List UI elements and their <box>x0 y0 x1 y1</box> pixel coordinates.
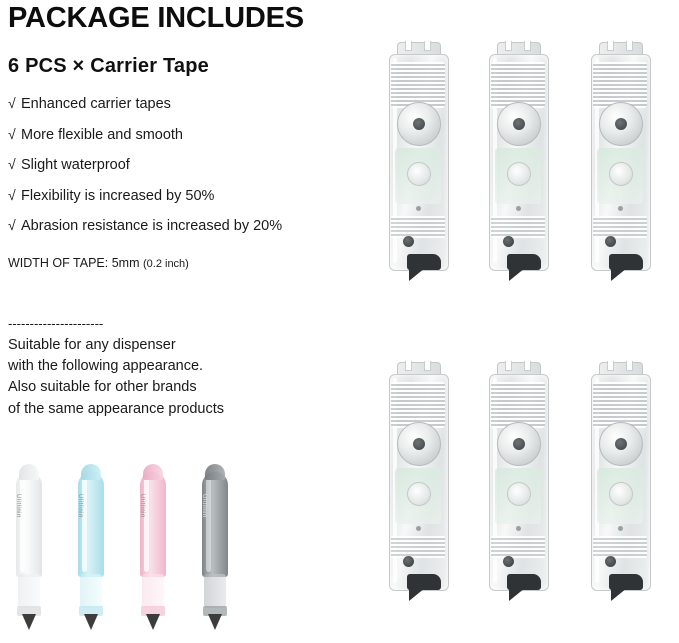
list-item <box>8 218 378 234</box>
cartridge-spool <box>507 162 531 186</box>
cartridge-tip-point <box>611 588 627 601</box>
cartridge-lower-ribs <box>391 216 445 238</box>
cartridge-lower-ribs <box>391 536 445 558</box>
check-icon: √ <box>8 95 16 111</box>
pen-brand-label: Ulitlinin <box>15 494 21 518</box>
pink-dispenser <box>132 462 176 632</box>
list-item <box>8 96 378 112</box>
pen-highlight <box>144 476 149 572</box>
pen-tip <box>146 614 160 630</box>
cartridge-notch <box>607 361 614 371</box>
feature-list <box>8 96 378 234</box>
cartridge-lower-ribs <box>491 216 545 238</box>
cartridge-wheel <box>397 422 441 466</box>
package-subtitle: 6 PCS × Carrier Tape <box>8 55 209 77</box>
carrier-tape-cartridge <box>585 40 655 300</box>
pen-brand-label: Ulitlinin <box>139 494 145 518</box>
carrier-tape-cartridge <box>483 40 553 300</box>
pen-cap <box>205 464 225 480</box>
pen-highlight <box>82 476 87 572</box>
cartridge-notch <box>405 41 412 51</box>
pen-cap <box>143 464 163 480</box>
pen-brand-label: Ulitlinin <box>77 494 83 518</box>
cartridge-notch <box>524 361 531 371</box>
carrier-tape-cartridge <box>383 360 453 620</box>
cartridge-pivot <box>403 236 414 247</box>
cartridge-notch <box>505 41 512 51</box>
pen-highlight <box>20 476 25 572</box>
feature-text: Slight waterproof <box>21 157 130 173</box>
cartridge-pivot <box>503 556 514 567</box>
cartridge-pin <box>618 526 623 531</box>
gray-dispenser <box>194 462 238 632</box>
white-dispenser <box>8 462 52 632</box>
cartridge-tip-point <box>409 268 425 281</box>
cartridge-notch <box>524 41 531 51</box>
dispenser-pen-row <box>8 462 278 637</box>
compatibility-line: Also suitable for other brands <box>8 379 197 396</box>
cartridge-notch <box>505 361 512 371</box>
cartridge-spool <box>407 482 431 506</box>
pen-neck <box>204 574 226 608</box>
check-icon: √ <box>8 217 16 233</box>
carrier-tape-cartridge <box>585 360 655 620</box>
page-title: PACKAGE INCLUDES <box>8 2 304 34</box>
pen-neck <box>18 574 40 608</box>
carrier-tape-cartridge-grid <box>375 40 675 640</box>
pen-highlight <box>206 476 211 572</box>
feature-text: Flexibility is increased by 50% <box>21 187 215 204</box>
feature-text: Abrasion resistance is increased by 20% <box>21 218 283 234</box>
cartridge-tip-point <box>409 588 425 601</box>
feature-text: More flexible and smooth <box>21 126 183 143</box>
cartridge-spool <box>609 162 633 186</box>
pen-neck <box>80 574 102 608</box>
compatibility-note <box>8 335 378 421</box>
cartridge-pivot <box>605 236 616 247</box>
cartridge-pivot <box>503 236 514 247</box>
check-icon: √ <box>8 156 16 172</box>
cartridge-tip-point <box>509 588 525 601</box>
cartridge-pin <box>618 206 623 211</box>
cartridge-lower-ribs <box>491 536 545 558</box>
cartridge-pin <box>516 206 521 211</box>
cartridge-spool <box>609 482 633 506</box>
cartridge-wheel <box>599 102 643 146</box>
tape-width-value: 5mm <box>111 255 140 270</box>
cartridge-pin <box>516 526 521 531</box>
compatibility-line: of the same appearance products <box>8 400 225 417</box>
left-text-column <box>8 0 378 420</box>
cartridge-tip-point <box>509 268 525 281</box>
cartridge-wheel <box>497 422 541 466</box>
pen-cap <box>81 464 101 480</box>
tape-width-note <box>8 256 378 270</box>
list-item <box>8 127 378 143</box>
tape-width-label: WIDTH OF TAPE: <box>8 255 109 270</box>
tape-width-inches: (0.2 inch) <box>142 257 189 270</box>
list-item <box>8 157 378 173</box>
cartridge-lower-ribs <box>593 536 647 558</box>
pen-tip <box>84 614 98 630</box>
dashed-divider: ---------------------- <box>8 315 104 331</box>
cartridge-pivot <box>403 556 414 567</box>
check-icon: √ <box>8 125 16 142</box>
cartridge-pin <box>416 206 421 211</box>
cartridge-tip-point <box>611 268 627 281</box>
pen-tip <box>22 614 36 630</box>
cartridge-pivot <box>605 556 616 567</box>
blue-dispenser <box>70 462 114 632</box>
feature-text: Enhanced carrier tapes <box>21 96 171 112</box>
list-item <box>8 188 378 204</box>
pen-brand-label: Ulitlinin <box>201 494 207 518</box>
cartridge-wheel <box>497 102 541 146</box>
pen-tip <box>208 614 222 630</box>
compatibility-line: Suitable for any dispenser <box>8 336 176 353</box>
pen-neck <box>142 574 164 608</box>
cartridge-spool <box>407 162 431 186</box>
carrier-tape-cartridge <box>383 40 453 300</box>
cartridge-notch <box>424 41 431 51</box>
compatibility-line: with the following appearance. <box>8 357 204 374</box>
cartridge-notch <box>607 41 614 51</box>
cartridge-notch <box>626 361 633 371</box>
cartridge-lower-ribs <box>593 216 647 238</box>
cartridge-wheel <box>599 422 643 466</box>
cartridge-pin <box>416 526 421 531</box>
cartridge-notch <box>424 361 431 371</box>
cartridge-wheel <box>397 102 441 146</box>
carrier-tape-cartridge <box>483 360 553 620</box>
cartridge-notch <box>405 361 412 371</box>
check-icon: √ <box>8 186 16 203</box>
cartridge-spool <box>507 482 531 506</box>
pen-cap <box>19 464 39 480</box>
cartridge-notch <box>626 41 633 51</box>
